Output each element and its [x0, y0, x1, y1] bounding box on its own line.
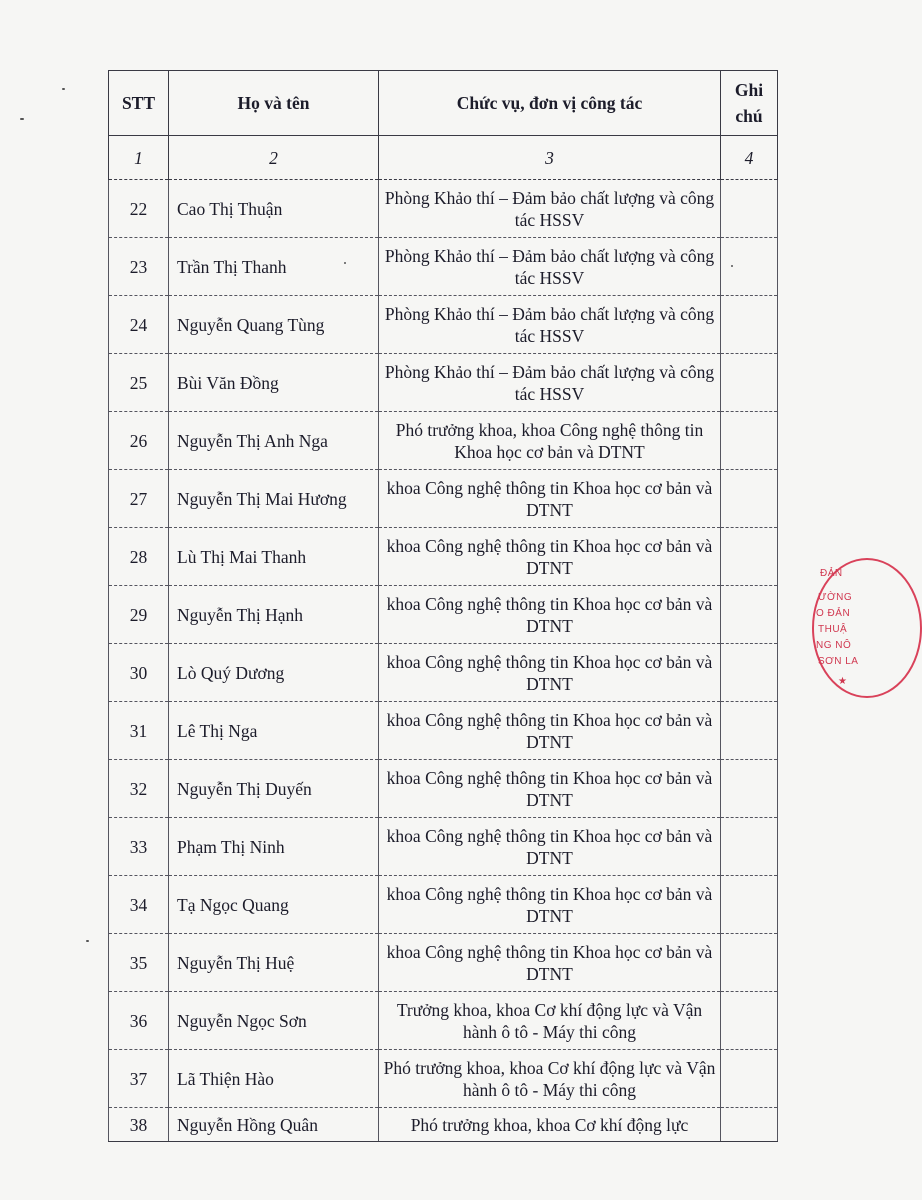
- row-position: [379, 412, 721, 470]
- table-row: [109, 934, 778, 992]
- index-cell: 2: [169, 136, 379, 180]
- index-cell: 1: [109, 136, 169, 180]
- row-stt: 27: [109, 470, 169, 528]
- row-stt: 30: [109, 644, 169, 702]
- row-note: [721, 354, 778, 412]
- seal-star-icon: ★: [838, 676, 847, 687]
- table-header-row: [109, 71, 778, 136]
- row-position-text: Phó trưởng khoa, khoa Cơ khí động lực: [410, 1114, 689, 1135]
- table-row: [109, 760, 778, 818]
- row-note: [721, 528, 778, 586]
- row-position-text: Phó trưởng khoa, khoa Công nghệ thông tin Khoa học cơ bản và DTNT: [395, 419, 704, 462]
- row-note: [721, 876, 778, 934]
- row-name: Bùi Văn Đồng: [169, 354, 379, 412]
- row-position-text: khoa Công nghệ thông tin Khoa học cơ bản và DTNT: [386, 477, 713, 520]
- row-position: [379, 702, 721, 760]
- table-row: [109, 238, 778, 296]
- seal-text: O ĐẢN: [816, 608, 851, 619]
- row-position: [379, 238, 721, 296]
- row-name: Nguyễn Hồng Quân: [169, 1108, 379, 1142]
- row-name: Nguyễn Ngọc Sơn: [169, 992, 379, 1050]
- scan-speck: [731, 265, 733, 267]
- table-body: [109, 180, 778, 1142]
- table-row: [109, 412, 778, 470]
- table-row: [109, 1108, 778, 1142]
- row-position: [379, 818, 721, 876]
- row-stt: 35: [109, 934, 169, 992]
- row-name: Lò Quý Dương: [169, 644, 379, 702]
- row-position-text: khoa Công nghệ thông tin Khoa học cơ bản và DTNT: [386, 883, 713, 926]
- row-name: Nguyễn Thị Mai Hương: [169, 470, 379, 528]
- row-position-text: Trưởng khoa, khoa Cơ khí động lực và Vận hành ô tô - Máy thi công: [396, 999, 703, 1042]
- row-name: Trần Thị Thanh: [169, 238, 379, 296]
- row-position: [379, 528, 721, 586]
- row-stt: 36: [109, 992, 169, 1050]
- row-position-text: khoa Công nghệ thông tin Khoa học cơ bản và DTNT: [386, 535, 713, 578]
- table-row: [109, 992, 778, 1050]
- staff-table: [108, 70, 778, 1142]
- row-stt: 32: [109, 760, 169, 818]
- row-position: [379, 354, 721, 412]
- row-stt: 37: [109, 1050, 169, 1108]
- row-stt: 38: [109, 1108, 169, 1142]
- header-stt: STT: [109, 71, 169, 136]
- row-stt: 25: [109, 354, 169, 412]
- seal-text: THUẬ: [818, 624, 848, 635]
- red-seal-stamp: [812, 558, 872, 698]
- header-note-label: Ghi chú: [734, 80, 764, 126]
- row-position: [379, 180, 721, 238]
- row-position-text: khoa Công nghệ thông tin Khoa học cơ bản và DTNT: [386, 651, 713, 694]
- table-row: [109, 470, 778, 528]
- seal-text: ƯỜNG: [818, 592, 853, 603]
- row-position-text: Phòng Khảo thí – Đảm bảo chất lượng và công tác HSSV: [384, 303, 715, 346]
- row-name: Lã Thiện Hào: [169, 1050, 379, 1108]
- table-row: [109, 702, 778, 760]
- row-stt: 31: [109, 702, 169, 760]
- row-position: [379, 586, 721, 644]
- row-name: Tạ Ngọc Quang: [169, 876, 379, 934]
- seal-text: ĐẢN: [820, 568, 843, 579]
- row-stt: 33: [109, 818, 169, 876]
- table-row: [109, 354, 778, 412]
- table-row: [109, 296, 778, 354]
- row-note: [721, 586, 778, 644]
- row-position-text: Phòng Khảo thí – Đảm bảo chất lượng và công tác HSSV: [384, 245, 715, 288]
- row-position-text: khoa Công nghệ thông tin Khoa học cơ bản và DTNT: [386, 825, 713, 868]
- row-name: Nguyễn Thị Duyến: [169, 760, 379, 818]
- table-row: [109, 644, 778, 702]
- row-note: [721, 702, 778, 760]
- row-stt: 22: [109, 180, 169, 238]
- row-note: [721, 644, 778, 702]
- row-position-text: khoa Công nghệ thông tin Khoa học cơ bản và DTNT: [386, 709, 713, 752]
- row-stt: 29: [109, 586, 169, 644]
- row-note: [721, 412, 778, 470]
- table-row: [109, 818, 778, 876]
- index-cell: 3: [379, 136, 721, 180]
- row-note: [721, 1108, 778, 1142]
- row-position-text: khoa Công nghệ thông tin Khoa học cơ bản và DTNT: [386, 767, 713, 810]
- row-position-text: Phòng Khảo thí – Đảm bảo chất lượng và công tác HSSV: [384, 187, 715, 230]
- header-name: Họ và tên: [169, 71, 379, 136]
- scan-speck: [344, 262, 346, 264]
- header-position: Chức vụ, đơn vị công tác: [379, 71, 721, 136]
- seal-text: SƠN LA: [818, 656, 859, 667]
- row-position-text: Phòng Khảo thí – Đảm bảo chất lượng và công tác HSSV: [384, 361, 715, 404]
- row-position-text: Phó trưởng khoa, khoa Cơ khí động lực và Vận hành ô tô - Máy thi công: [383, 1057, 716, 1100]
- row-position: [379, 992, 721, 1050]
- table-row: [109, 528, 778, 586]
- row-position: [379, 934, 721, 992]
- row-stt: 28: [109, 528, 169, 586]
- row-name: Nguyễn Thị Anh Nga: [169, 412, 379, 470]
- row-name: Cao Thị Thuận: [169, 180, 379, 238]
- row-position: [379, 470, 721, 528]
- row-position: [379, 1108, 721, 1142]
- row-stt: 26: [109, 412, 169, 470]
- row-position: [379, 644, 721, 702]
- row-name: Nguyễn Quang Tùng: [169, 296, 379, 354]
- index-cell: 4: [721, 136, 778, 180]
- row-note: [721, 180, 778, 238]
- row-position-text: khoa Công nghệ thông tin Khoa học cơ bản và DTNT: [386, 941, 713, 984]
- scan-speck: [86, 940, 89, 942]
- row-position: [379, 760, 721, 818]
- row-name: Phạm Thị Ninh: [169, 818, 379, 876]
- row-note: [721, 934, 778, 992]
- table-row: [109, 876, 778, 934]
- row-note: [721, 760, 778, 818]
- row-note: [721, 296, 778, 354]
- row-position: [379, 296, 721, 354]
- table-index-row: [109, 136, 778, 180]
- row-stt: 34: [109, 876, 169, 934]
- row-stt: 23: [109, 238, 169, 296]
- row-note: [721, 1050, 778, 1108]
- header-note: [721, 71, 778, 136]
- row-note: [721, 238, 778, 296]
- table-row: [109, 1050, 778, 1108]
- row-note: [721, 470, 778, 528]
- row-name: Lù Thị Mai Thanh: [169, 528, 379, 586]
- row-name: Nguyễn Thị Hạnh: [169, 586, 379, 644]
- seal-text: NG NÔ: [816, 640, 852, 651]
- row-name: Lê Thị Nga: [169, 702, 379, 760]
- scan-speck: [20, 118, 24, 120]
- row-position-text: khoa Công nghệ thông tin Khoa học cơ bản và DTNT: [386, 593, 713, 636]
- row-note: [721, 818, 778, 876]
- table-row: [109, 586, 778, 644]
- scan-speck: [62, 88, 65, 90]
- row-position: [379, 1050, 721, 1108]
- row-note: [721, 992, 778, 1050]
- row-name: Nguyễn Thị Huệ: [169, 934, 379, 992]
- table-row: [109, 180, 778, 238]
- row-position: [379, 876, 721, 934]
- row-stt: 24: [109, 296, 169, 354]
